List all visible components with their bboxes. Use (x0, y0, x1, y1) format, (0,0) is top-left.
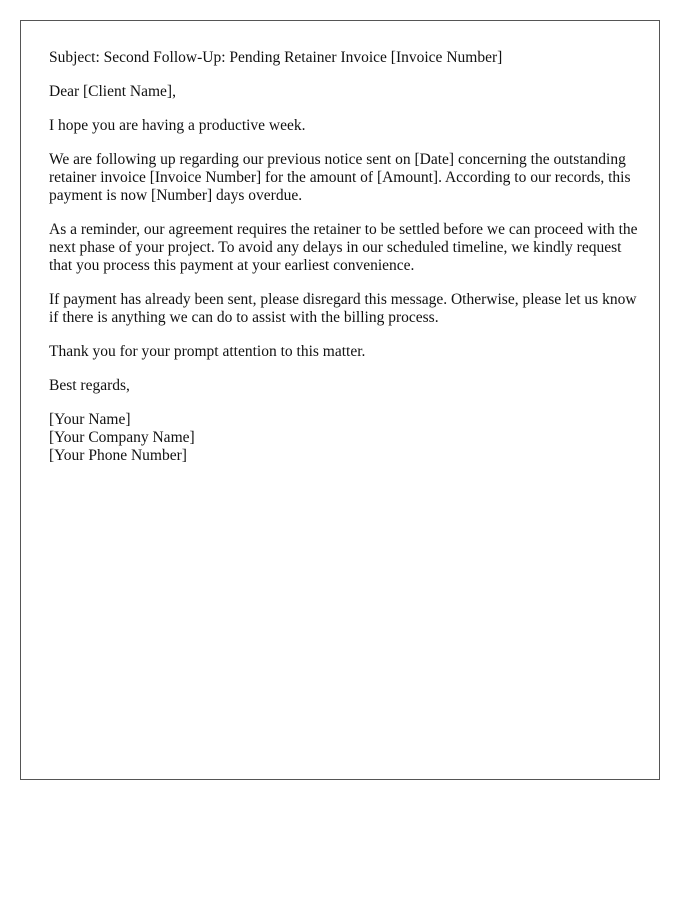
paragraph-disregard: If payment has already been sent, please disregard this message. Otherwise, please let us know if there is anything we can do to assist with the billing process. (49, 291, 637, 326)
paragraph-followup: We are following up regarding our previous notice sent on [Date] concerning the outstanding retainer invoice [Invoice Number] for the amount of [Amount]. According to our records, this payment is now [Number] days overdue. (49, 151, 631, 204)
signature-name: [Your Name] (49, 411, 131, 428)
signature-company: [Your Company Name] (49, 429, 195, 446)
letter-body (49, 49, 639, 481)
letter-subject: Subject: Second Follow-Up: Pending Retainer Invoice [Invoice Number] (49, 49, 503, 66)
letter-opening: I hope you are having a productive week. (49, 117, 306, 134)
letter-page (20, 20, 660, 780)
letter-thanks: Thank you for your prompt attention to this matter. (49, 343, 366, 360)
letter-salutation: Dear [Client Name], (49, 83, 176, 100)
signature-block (49, 411, 639, 465)
signature-phone: [Your Phone Number] (49, 447, 187, 464)
paragraph-reminder: As a reminder, our agreement requires the retainer to be settled before we can proceed with the next phase of your project. To avoid any delays in our scheduled timeline, we kindly request that you process this payment at your earliest convenience. (49, 221, 638, 274)
letter-closing: Best regards, (49, 377, 130, 394)
